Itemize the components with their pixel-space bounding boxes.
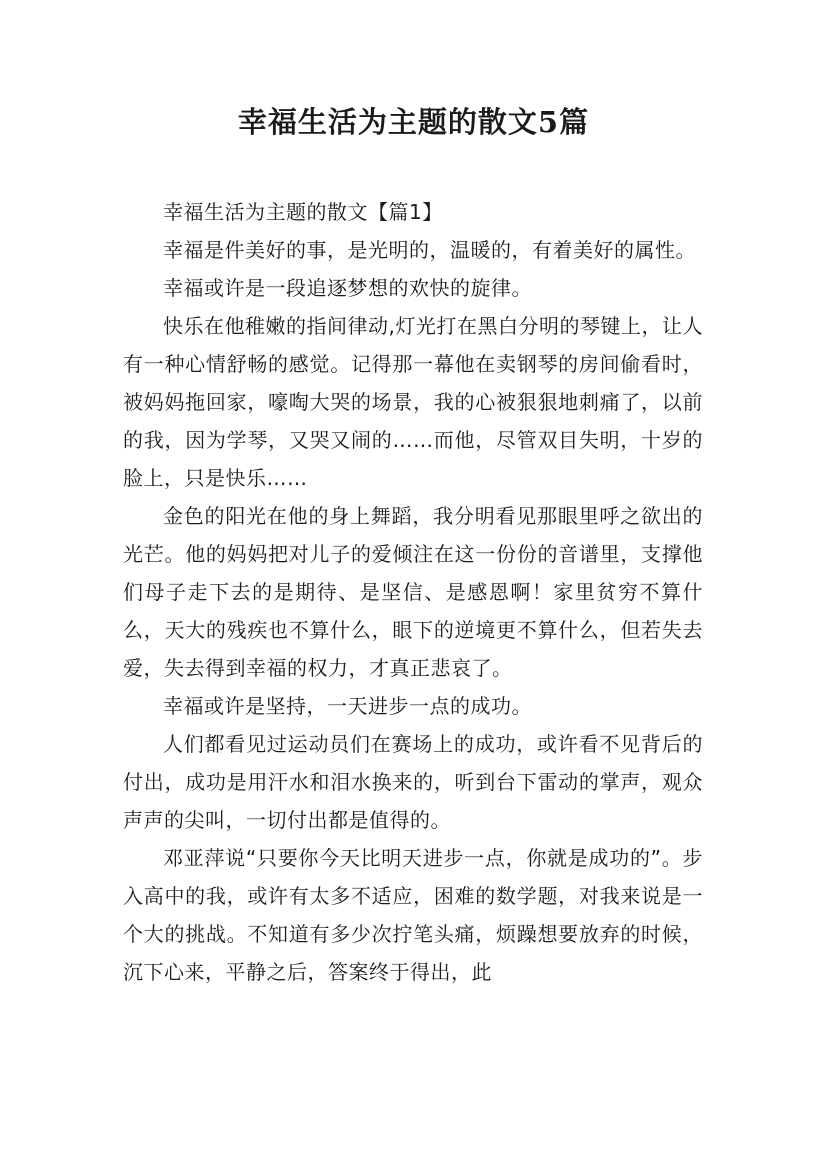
section-heading: 幸福生活为主题的散文【篇1】: [163, 200, 443, 224]
paragraph: 快乐在他稚嫩的指间律动,灯光打在黑白分明的琴键上，让人有一种心情舒畅的感觉。记得那一幕他在卖钢琴的房间偷看时，被妈妈拖回家，嚎啕大哭的场景，我的心被狠狠地刺痛了，以前的我，因为学琴，又哭又闹的……而他，尽管双目失明，十岁的脸上，只是快乐……: [123, 314, 703, 490]
paragraph: 人们都看见过运动员们在赛场上的成功，或许看不见背后的付出，成功是用汗水和泪水换来的，听到台下雷动的掌声，观众声声的尖叫，一切付出都是值得的。: [123, 732, 703, 832]
document-title: 幸福生活为主题的散文5篇: [237, 105, 590, 139]
paragraph: 金色的阳光在他的身上舞蹈，我分明看见那眼里呼之欲出的光芒。他的妈妈把对儿子的爱倾注在这一份份的音谱里，支撑他们母子走下去的是期待、是坚信、是感恩啊！家里贫穷不算什么，天大的残疾也不算什么，眼下的逆境更不算什么，但若失去爱，失去得到幸福的权力，才真正悲哀了。: [123, 504, 703, 680]
document-body: [123, 193, 703, 991]
paragraph: 幸福是件美好的事，是光明的，温暖的，有着美好的属性。: [163, 238, 696, 262]
paragraph: 邓亚萍说“只要你今天比明天进步一点，你就是成功的”。步入高中的我，或许有太多不适应，困难的数学题，对我来说是一个大的挑战。不知道有多少次拧笔头痛，烦躁想要放弃的时候，沉下心来，平静之后，答案终于得出，此: [123, 846, 703, 984]
paragraph: 幸福或许是一段追逐梦想的欢快的旋律。: [163, 276, 532, 300]
paragraph: 幸福或许是坚持，一天进步一点的成功。: [163, 694, 532, 718]
